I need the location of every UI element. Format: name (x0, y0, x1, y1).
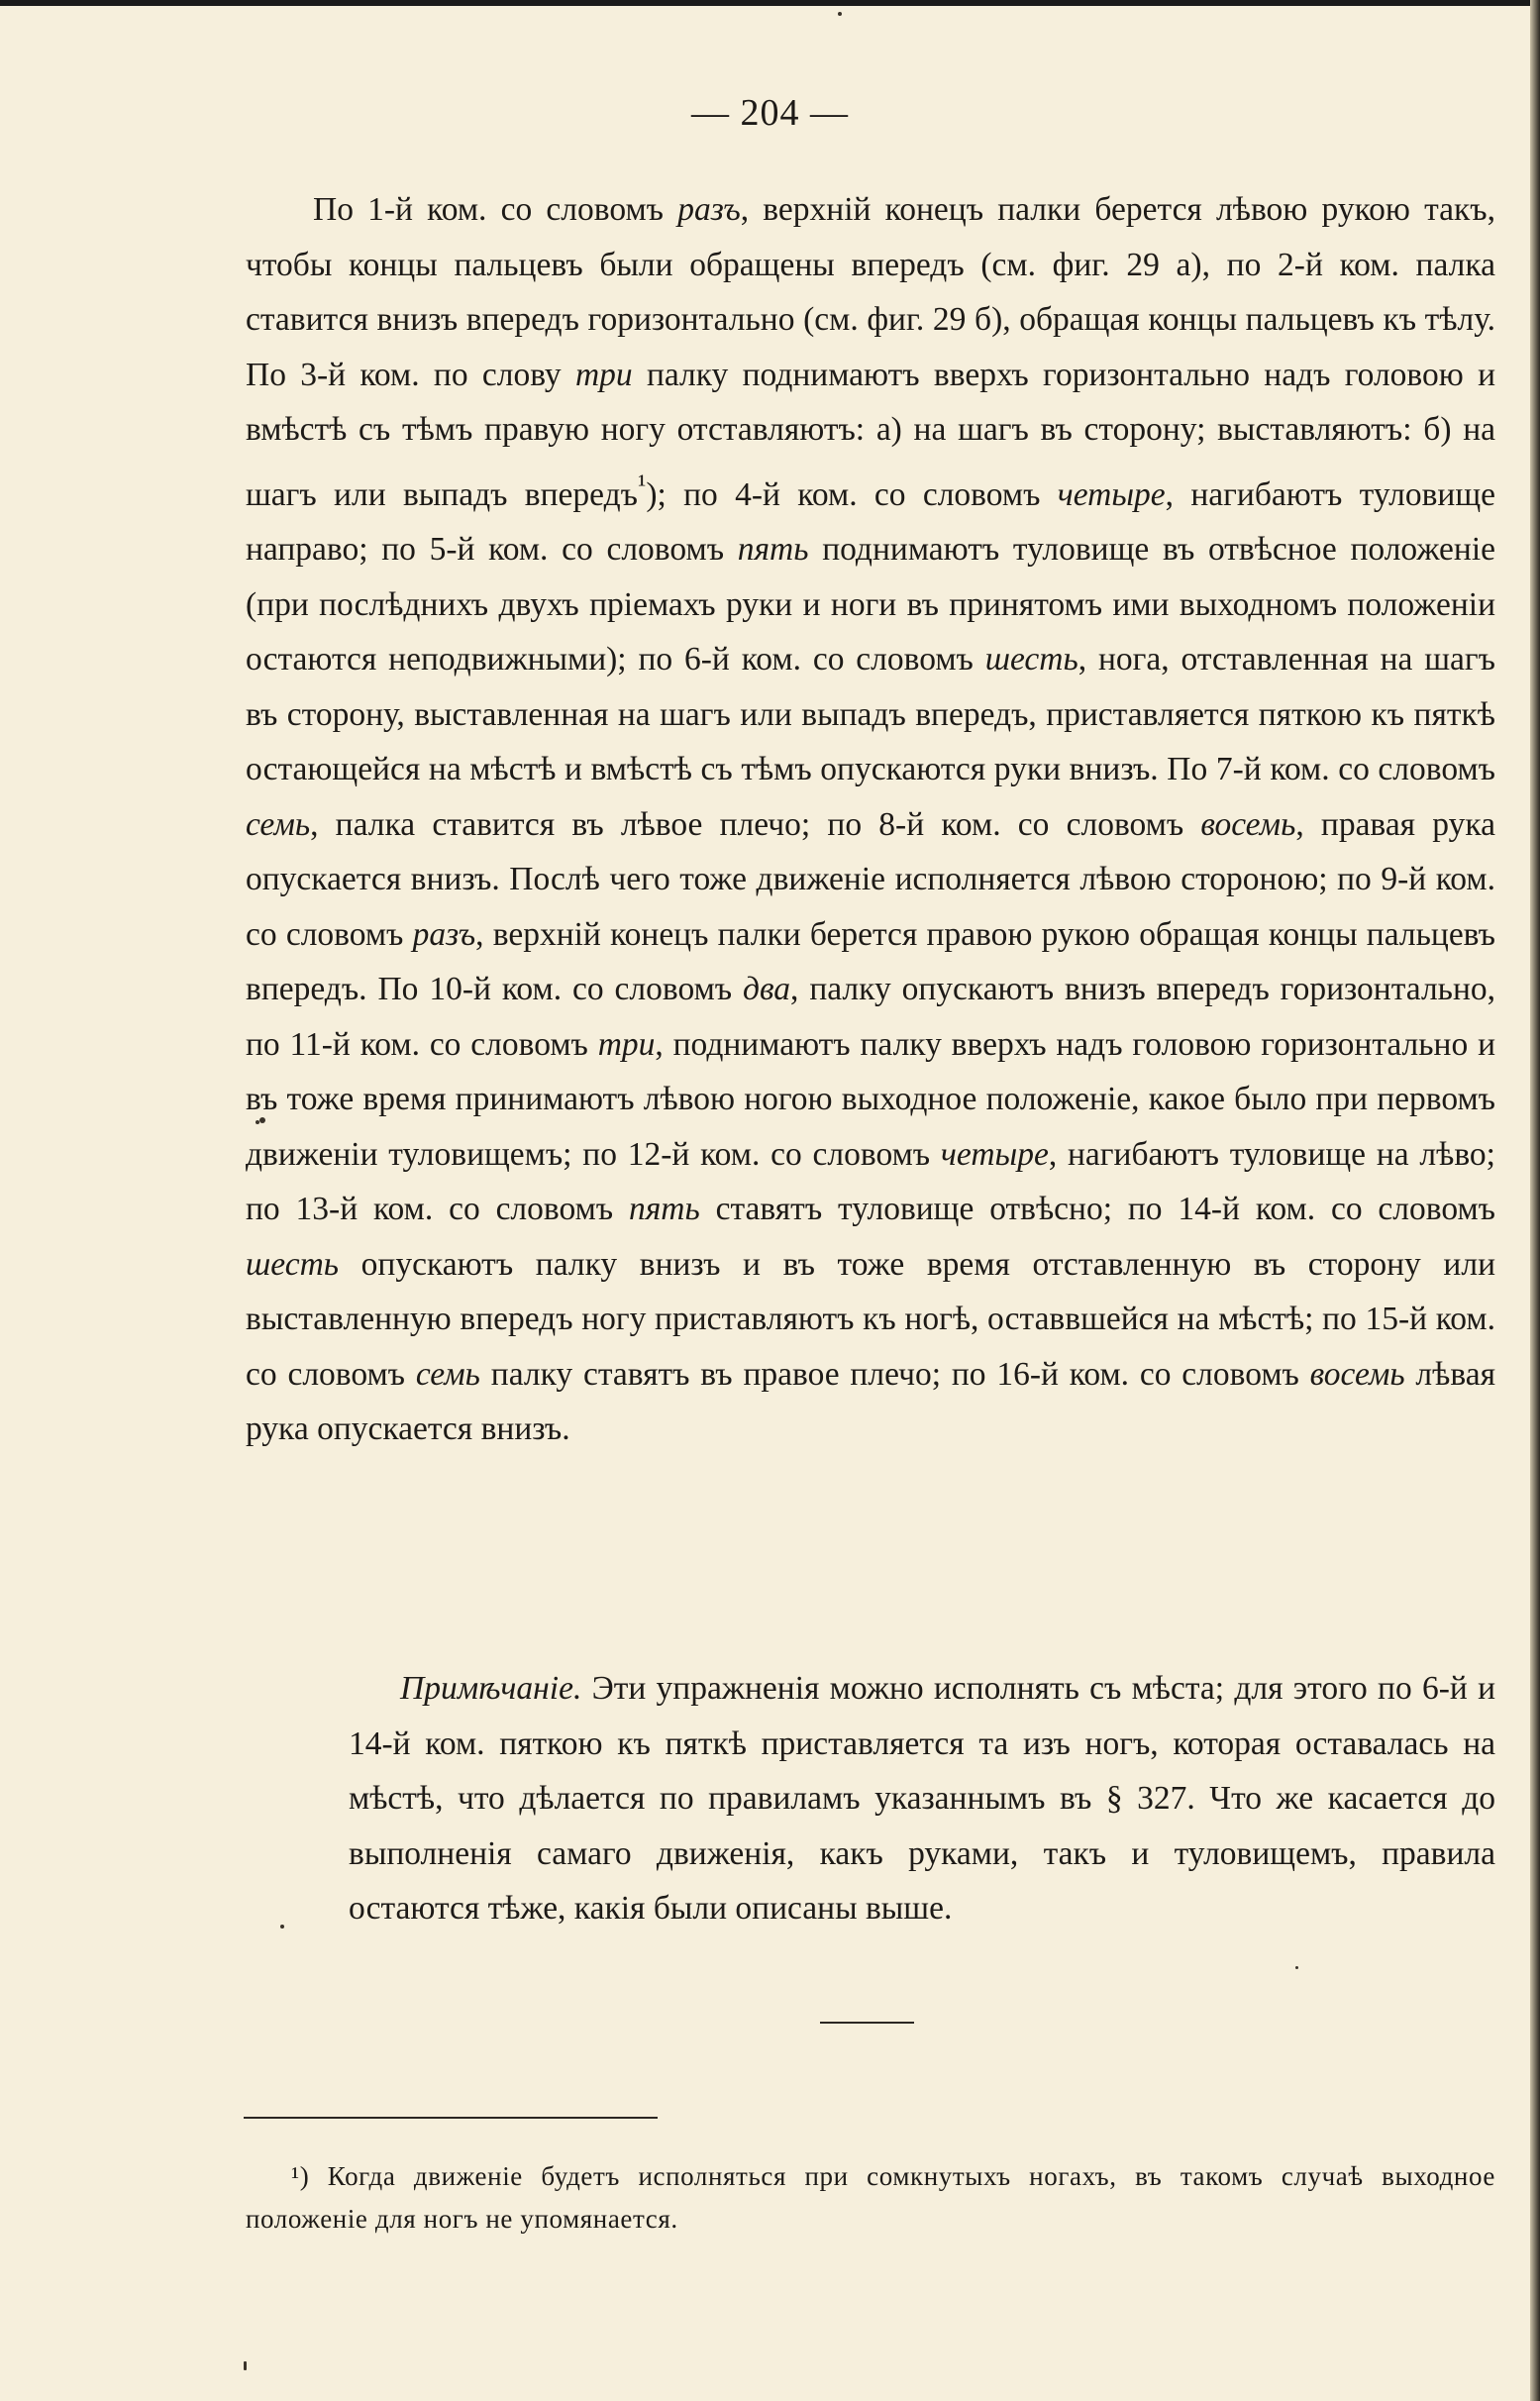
text-run: лѣвая рука опускается внизъ. (246, 1355, 1495, 1448)
command-word: семь (246, 805, 311, 843)
command-word: пять (628, 1191, 700, 1228)
command-word: шесть (246, 1245, 340, 1283)
text-run: ставятъ туловище отвѣсно; по 14-й ком. со словомъ (699, 1191, 1495, 1228)
command-word: три (574, 356, 633, 393)
text-run: , нагибаютъ туловище направо; по 5-й ком. со словомъ (246, 475, 1495, 569)
text-run: , нагибаютъ туловище на лѣво; по 13-й ком. со словомъ (246, 1135, 1495, 1228)
text-run: , палка ставится въ лѣвое плечо; по 8-й ком. со словомъ (310, 805, 1201, 843)
command-word: четыре (1057, 475, 1166, 513)
command-word: три (597, 1025, 656, 1063)
text-run: , правая рука опускается внизъ. Послѣ чего тоже движеніе исполняется лѣвою стороною; по 9-й ком. со словомъ (246, 805, 1495, 953)
footnote-rule (244, 2117, 658, 2119)
footnote (246, 2155, 1495, 2241)
page-number: — 204 — (691, 92, 849, 134)
command-word: четыре (940, 1135, 1049, 1173)
main-paragraph (246, 182, 1495, 1457)
note-label: Примѣчаніе. (400, 1670, 582, 1707)
print-speck (244, 2361, 247, 2370)
text-run: ); по 4-й ком. со словомъ (646, 475, 1058, 513)
print-speck (1295, 1966, 1298, 1969)
print-speck (838, 12, 842, 16)
page-top-edge (0, 0, 1540, 6)
note-text: Эти упражненія можно исполнять съ мѣста; для этого по 6-й и 14-й ком. пяткою къ пяткѣ приставляется та изъ ногъ, которая оставалась на мѣстѣ, что дѣлается по правиламъ указаннымъ въ § 327. Что же касается до выполненія самаго движенія, какъ руками, такъ и туловищемъ, правила остаются тѣже, какія были описаны выше. (349, 1670, 1495, 1927)
text-run: палку ставятъ въ правое плечо; по 16-й ком. со словомъ (479, 1355, 1310, 1393)
text-run: , верхній конецъ палки берется правою рукою обращая концы пальцевъ впередъ. По 10-й ком. со словомъ (246, 915, 1495, 1008)
footnote-reference: ¹ (637, 469, 647, 500)
command-word: семь (415, 1355, 480, 1393)
text-run: палку поднимаютъ вверхъ горизонтально надъ головою и вмѣстѣ съ тѣмъ правую ногу отставляютъ: а) на шагъ въ сторону; выставляютъ: б) на шагъ или выпадъ впередъ (246, 356, 1495, 513)
footnote-text: Когда движеніе будетъ исполняться при сомкнутыхъ ногахъ, въ такомъ случаѣ выходное положеніе для ногъ не упомянается. (246, 2161, 1495, 2234)
print-speck (259, 1117, 265, 1123)
text-run: , верхній конецъ палки берется лѣвою рукою такъ, чтобы концы пальцевъ были обращены впередъ (см. фиг. 29 а), по 2-й ком. палка ставится внизъ впередъ горизонтально (см. фиг. 29 б), обращая концы пальцевъ къ тѣлу. По 3-й ком. по слову (246, 191, 1496, 393)
section-separator (820, 2022, 914, 2024)
page-right-edge (1530, 0, 1540, 2401)
command-word: разъ (677, 191, 741, 228)
print-speck (280, 1925, 284, 1929)
command-word: шесть (984, 641, 1078, 679)
text-run: , нога, отставленная на шагъ въ сторону, выставленная на шагъ или выпадъ впередъ, приставляется пяткою къ пяткѣ остающейся на мѣстѣ и вмѣстѣ съ тѣмъ опускаются руки внизъ. По 7-й ком. со словомъ (246, 641, 1495, 788)
text-run: поднимаютъ туловище въ отвѣсное положеніе (при послѣднихъ двухъ пріемахъ руки и ноги въ принятомъ ими выходномъ положеніи остаются неподвижными); по 6-й ком. со словомъ (246, 531, 1496, 679)
text-run: По 1-й ком. со словомъ (313, 191, 678, 228)
command-word: разъ (412, 915, 476, 953)
command-word: восемь (1200, 805, 1296, 843)
command-word: восемь (1309, 1355, 1405, 1393)
text-run: , палку опускаютъ внизъ впередъ горизонтально, по 11-й ком. со словомъ (246, 971, 1495, 1063)
text-run: , поднимаютъ палку вверхъ надъ головою горизонтально и въ тоже время принимаютъ лѣвою ногою выходное положеніе, какое было при первомъ движеніи туловищемъ; по 12-й ком. со словомъ (246, 1025, 1495, 1173)
text-run: опускаютъ палку внизъ и въ тоже время отставленную въ сторону или выставленную впередъ ногу приставляютъ къ ногѣ, оставвшейся на мѣстѣ; по 15-й ком. со словомъ (246, 1245, 1495, 1393)
command-word: два (743, 971, 791, 1008)
command-word: пять (737, 531, 809, 569)
note-paragraph (349, 1661, 1495, 1936)
footnote-marker: ¹) (291, 2161, 310, 2191)
